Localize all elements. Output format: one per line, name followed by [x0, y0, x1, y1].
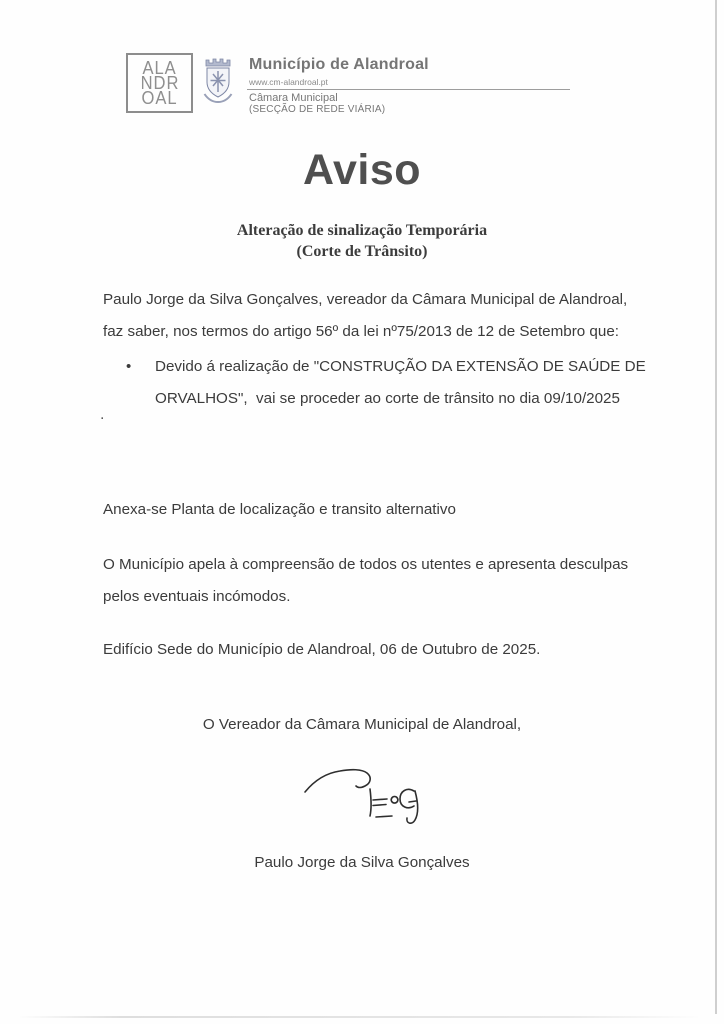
bullet-line-1: Devido á realização de "CONSTRUÇÃO DA EXTENSÃO DE SAÚDE DE: [155, 358, 646, 375]
handwritten-signature: [288, 760, 428, 832]
section-label: (SECÇÃO DE REDE VIÁRIA): [249, 104, 386, 115]
scan-edge-bottom: [18, 1016, 702, 1018]
municipality-website: www.cm-alandroal.pt: [249, 77, 328, 87]
subtitle-line-1: Alteração de sinalização Temporária: [236, 222, 488, 239]
notice-title: Aviso: [303, 146, 421, 194]
signatory-name: Paulo Jorge da Silva Gonçalves: [254, 854, 470, 871]
intro-line-1: Paulo Jorge da Silva Gonçalves, vereador da Câmara Municipal de Alandroal,: [103, 291, 628, 308]
header-divider: [247, 89, 570, 90]
logo-line: OAL: [141, 87, 178, 108]
bullet-item: [126, 351, 646, 414]
intro-line-2: faz saber, nos termos do artigo 56º da lei nº75/2013 de 12 de Setembro que:: [103, 322, 619, 340]
apology-paragraph: [103, 549, 629, 612]
apology-line-2: pelos eventuais incómodos.: [103, 587, 291, 605]
bullet-text: [155, 351, 646, 414]
apology-line-1: O Município apela à compreensão de todos os utentes e apresenta desculpas: [103, 556, 629, 573]
logo-line: NDR: [140, 72, 179, 93]
intro-paragraph: [103, 284, 628, 347]
closing-line: O Vereador da Câmara Municipal de Alandroal,: [202, 716, 522, 733]
coat-of-arms-icon: [203, 56, 233, 104]
bullet-marker: •: [126, 358, 132, 375]
scan-edge-right: [715, 0, 717, 1014]
alandroal-logo: [126, 53, 193, 113]
notice-subtitle: [0, 221, 724, 262]
dateline: Edifício Sede do Município de Alandroal, 06 de Outubro de 2025.: [103, 641, 541, 658]
bullet-line-2: ORVALHOS", vai se proceder ao corte de trânsito no dia 09/10/2025: [155, 389, 620, 407]
municipality-name: Município de Alandroal: [249, 56, 429, 73]
department-label: Câmara Municipal: [249, 92, 338, 104]
attachment-note: Anexa-se Planta de localização e transito alternativo: [103, 501, 456, 518]
subtitle-line-2: (Corte de Trânsito): [296, 242, 428, 260]
stray-period-mark: .: [100, 406, 105, 423]
logo-line: ALA: [142, 57, 177, 78]
